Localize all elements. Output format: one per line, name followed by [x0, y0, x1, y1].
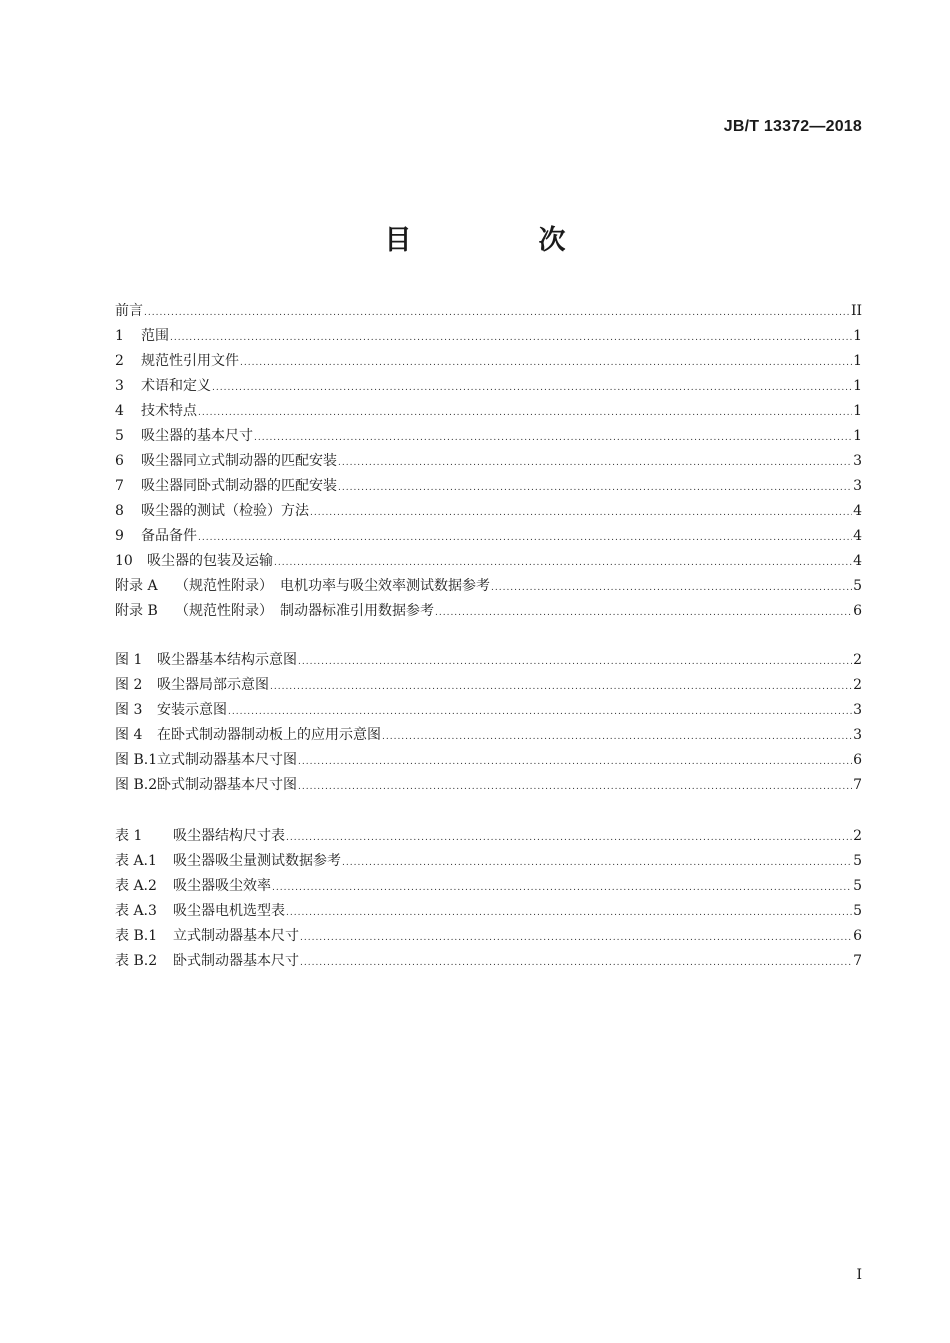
- toc-entry-label: 吸尘器同卧式制动器的匹配安装: [141, 478, 337, 494]
- toc-entry[interactable]: [115, 599, 862, 624]
- toc-entry-number: 7: [115, 478, 124, 494]
- toc-entry-label: 吸尘器基本结构示意图: [157, 652, 297, 668]
- toc-entry-page: 7: [853, 777, 862, 793]
- toc-entry-page: 2: [853, 828, 862, 844]
- toc-entry-label: 吸尘器结构尺寸表: [173, 828, 285, 844]
- dot-leader: [198, 526, 852, 551]
- toc-entry-label: 在卧式制动器制动板上的应用示意图: [157, 727, 381, 743]
- toc-entry-number: 图 4: [115, 727, 143, 743]
- toc-entry-label: 吸尘器的基本尺寸: [141, 428, 253, 444]
- dot-leader: [300, 926, 852, 951]
- toc-entry[interactable]: [115, 899, 862, 924]
- toc-entry-number: 表 A.2: [115, 878, 157, 894]
- toc-entry-number: 10: [115, 553, 133, 569]
- toc-entry[interactable]: [115, 449, 862, 474]
- toc-entry-page: 3: [853, 453, 862, 469]
- dot-leader: [310, 501, 852, 526]
- dot-leader: [298, 775, 852, 800]
- dot-leader: [342, 851, 852, 876]
- dot-leader: [228, 700, 852, 725]
- toc-entry-page: 3: [853, 478, 862, 494]
- toc-entry[interactable]: [115, 424, 862, 449]
- toc-entry-page: 5: [853, 578, 862, 594]
- dot-leader: [170, 326, 852, 351]
- toc-entry-page: 1: [853, 328, 862, 344]
- toc-entry[interactable]: [115, 824, 862, 849]
- toc-entry-label: 卧式制动器基本尺寸图: [157, 777, 297, 793]
- toc-entry[interactable]: [115, 474, 862, 499]
- toc-entry-label: 立式制动器基本尺寸图: [157, 752, 297, 768]
- toc-entry[interactable]: [115, 874, 862, 899]
- toc-entry-page: II: [850, 303, 862, 319]
- dot-leader: [382, 725, 852, 750]
- toc-entry-page: 5: [853, 878, 862, 894]
- dot-leader: [286, 901, 852, 926]
- toc-entry[interactable]: [115, 748, 862, 773]
- toc-entry-number: 5: [115, 428, 124, 444]
- toc-entry-page: 6: [853, 752, 862, 768]
- toc-entry-number: 9: [115, 528, 124, 544]
- toc-entry-number: 图 B.1: [115, 752, 158, 768]
- toc-entry-page: 1: [853, 428, 862, 444]
- toc-entry-label: 吸尘器的包装及运输: [147, 553, 273, 569]
- toc-entry-number: 1: [115, 328, 124, 344]
- toc-entry-page: 1: [853, 378, 862, 394]
- toc-entry-page: 5: [853, 903, 862, 919]
- toc-entry-page: 7: [853, 953, 862, 969]
- toc-entry-page: 6: [853, 603, 862, 619]
- toc-entry-number: 8: [115, 503, 124, 519]
- standard-code: JB/T 13372—2018: [723, 118, 862, 135]
- dot-leader: [254, 426, 852, 451]
- toc-entry[interactable]: [115, 849, 862, 874]
- toc-figures: [115, 648, 862, 798]
- toc-entry-label: 前言: [115, 303, 143, 319]
- toc-entry[interactable]: [115, 574, 862, 599]
- toc-entry-label: 备品备件: [141, 528, 197, 544]
- toc-entry[interactable]: [115, 924, 862, 949]
- toc-entry-page: 1: [853, 403, 862, 419]
- toc-entry[interactable]: [115, 698, 862, 723]
- toc-entry-label: 术语和定义: [141, 378, 211, 394]
- toc-entry-label: （规范性附录） 电机功率与吸尘效率测试数据参考: [175, 578, 490, 594]
- toc-entry[interactable]: [115, 949, 862, 974]
- toc-entry[interactable]: [115, 524, 862, 549]
- toc-entry-number: 图 3: [115, 702, 143, 718]
- dot-leader: [300, 951, 852, 976]
- dot-leader: [298, 750, 852, 775]
- dot-leader: [435, 601, 852, 626]
- dot-leader: [286, 826, 852, 851]
- toc-entry-label: 范围: [141, 328, 169, 344]
- toc-entry-number: 表 B.1: [115, 928, 158, 944]
- toc-entry-label: 立式制动器基本尺寸: [173, 928, 299, 944]
- dot-leader: [272, 876, 852, 901]
- toc-entry-number: 2: [115, 353, 124, 369]
- toc-entry-number: 图 1: [115, 652, 143, 668]
- toc-entry[interactable]: [115, 723, 862, 748]
- dot-leader: [270, 675, 852, 700]
- toc-entry[interactable]: [115, 773, 862, 798]
- toc-entry-page: 3: [853, 702, 862, 718]
- toc-contents: [115, 299, 862, 624]
- toc-entry[interactable]: [115, 324, 862, 349]
- toc-entry-page: 6: [853, 928, 862, 944]
- toc-entry-number: 表 A.3: [115, 903, 157, 919]
- dot-leader: [338, 451, 852, 476]
- dot-leader: [338, 476, 852, 501]
- toc-entry-number: 3: [115, 378, 124, 394]
- toc-entry-page: 4: [853, 503, 862, 519]
- toc-entry-label: 安装示意图: [157, 702, 227, 718]
- toc-entry-label: 吸尘器局部示意图: [157, 677, 269, 693]
- toc-entry[interactable]: [115, 499, 862, 524]
- toc-entry[interactable]: [115, 374, 862, 399]
- dot-leader: [198, 401, 852, 426]
- toc-entry-number: 表 B.2: [115, 953, 158, 969]
- toc-entry-label: 技术特点: [141, 403, 197, 419]
- toc-entry-label: 吸尘器的测试（检验）方法: [141, 503, 309, 519]
- toc-entry-label: 吸尘器吸尘效率: [173, 878, 271, 894]
- toc-entry-page: 4: [853, 528, 862, 544]
- toc-entry-number: 表 1: [115, 828, 143, 844]
- toc-tables: [115, 824, 862, 974]
- toc-entry-label: 卧式制动器基本尺寸: [173, 953, 299, 969]
- toc-entry-label: 吸尘器同立式制动器的匹配安装: [141, 453, 337, 469]
- toc-entry-number: 图 2: [115, 677, 143, 693]
- toc-entry-number: 4: [115, 403, 124, 419]
- toc-entry-label: 吸尘器吸尘量测试数据参考: [173, 853, 341, 869]
- toc-entry-number: 附录 A: [115, 578, 158, 594]
- toc-entry-number: 6: [115, 453, 124, 469]
- toc-entry-page: 3: [853, 727, 862, 743]
- toc-entry-number: 表 A.1: [115, 853, 157, 869]
- toc-entry-page: 1: [853, 353, 862, 369]
- toc-entry-label: 规范性引用文件: [141, 353, 239, 369]
- dot-leader: [240, 351, 852, 376]
- toc-entry-page: 4: [853, 553, 862, 569]
- dot-leader: [144, 301, 850, 326]
- toc-entry-page: 2: [853, 652, 862, 668]
- dot-leader: [491, 576, 852, 601]
- toc-entry[interactable]: [115, 648, 862, 673]
- page-title: 目 次: [384, 225, 616, 256]
- toc-entry-number: 附录 B: [115, 603, 158, 619]
- dot-leader: [298, 650, 852, 675]
- toc-entry[interactable]: [115, 549, 862, 574]
- dot-leader: [212, 376, 852, 401]
- toc-entry-page: 2: [853, 677, 862, 693]
- toc-entry-label: （规范性附录） 制动器标准引用数据参考: [175, 603, 434, 619]
- dot-leader: [274, 551, 852, 576]
- page-number: I: [856, 1267, 862, 1283]
- toc-entry-number: 图 B.2: [115, 777, 158, 793]
- toc-entry[interactable]: [115, 399, 862, 424]
- toc-entry[interactable]: [115, 349, 862, 374]
- toc-entry[interactable]: [115, 673, 862, 698]
- toc-entry[interactable]: [115, 299, 862, 324]
- toc-entry-page: 5: [853, 853, 862, 869]
- toc-entry-label: 吸尘器电机选型表: [173, 903, 285, 919]
